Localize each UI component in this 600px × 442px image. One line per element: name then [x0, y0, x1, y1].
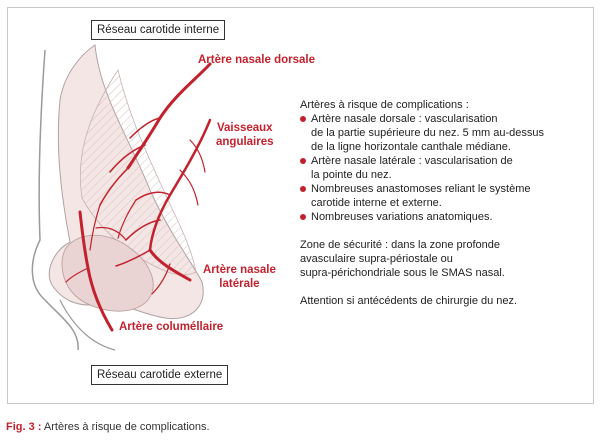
risk-item-lateral — [300, 154, 585, 182]
risk-item-line: la pointe du nez. — [311, 169, 392, 181]
risk-item-line: de la ligne horizontale canthale médiane. — [311, 141, 511, 153]
attention-note: Attention si antécédents de chirurgie du nez. — [300, 295, 518, 307]
lateral-nasal-artery-label-line2: latérale — [219, 278, 260, 290]
risk-item-dorsal — [300, 112, 585, 154]
bullet-icon — [300, 158, 306, 164]
reseau-externe-label: Réseau carotide externe — [91, 365, 228, 385]
figure-caption-text: Artères à risque de complications. — [41, 421, 210, 433]
figure-number: Fig. 3 : — [6, 421, 42, 433]
description-text — [300, 98, 585, 308]
lateral-nasal-artery-label — [203, 263, 276, 291]
risk-list — [300, 112, 585, 224]
angular-vessels-label-line1: Vaisseaux — [216, 122, 273, 134]
risk-heading: Artères à risque de complications : — [300, 99, 469, 111]
risk-item-line: Nombreuses anastomoses reliant le système — [311, 183, 531, 195]
dorsal-nasal-artery-label: Artère nasale dorsale — [198, 54, 315, 66]
bullet-icon — [300, 116, 306, 122]
bullet-icon — [300, 214, 306, 220]
angular-vessels-label — [216, 121, 274, 149]
reseau-interne-label: Réseau carotide interne — [91, 20, 225, 40]
risk-item-line: carotide interne et externe. — [311, 197, 442, 209]
lateral-nasal-artery-label-line1: Artère nasale — [203, 264, 276, 276]
bullet-icon — [300, 186, 306, 192]
risk-item-anastomoses — [300, 182, 585, 210]
risk-item-line: Artère nasale dorsale : vascularisation — [311, 113, 498, 125]
risk-item-line: de la partie supérieure du nez. 5 mm au-dessus — [311, 127, 544, 139]
risk-item-variations — [300, 210, 585, 224]
safety-zone-line: avasculaire supra-périostale ou — [300, 253, 453, 265]
risk-item-line: Artère nasale latérale : vascularisation de — [311, 155, 513, 167]
safety-zone-line: supra-périchondriale sous le SMAS nasal. — [300, 267, 505, 279]
figure-caption — [6, 421, 210, 433]
columellar-artery-label: Artère columéllaire — [119, 321, 224, 333]
safety-zone-line: Zone de sécurité : dans la zone profonde — [300, 239, 500, 251]
angular-vessels-label-line2: angulaires — [216, 136, 274, 148]
risk-item-line: Nombreuses variations anatomiques. — [311, 211, 493, 223]
